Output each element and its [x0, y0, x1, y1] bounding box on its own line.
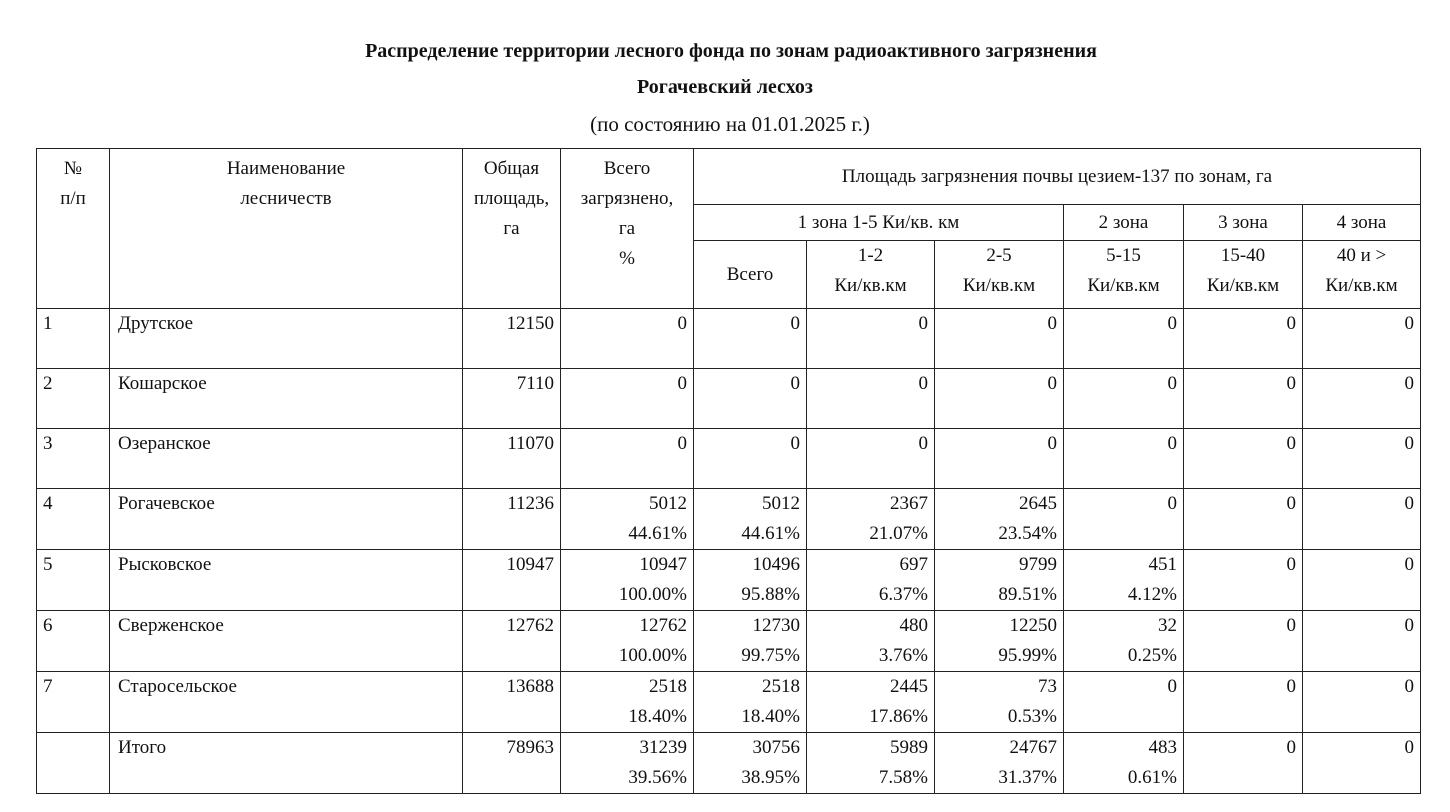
cell-name	[110, 611, 463, 672]
cell-z3	[1184, 489, 1303, 550]
cell-value: 0	[1286, 615, 1296, 636]
cell-percent: 4.12%	[1127, 584, 1177, 605]
header-name	[110, 149, 463, 309]
cell-name	[110, 369, 463, 429]
cell-value: Итого	[118, 737, 167, 758]
cell-value: 2367	[890, 493, 928, 514]
cell-value: 0	[1167, 313, 1177, 334]
cell-value: 0	[1167, 373, 1177, 394]
cell-z1-a	[807, 672, 935, 733]
cell-value: 30756	[752, 737, 800, 758]
cell-value: 0	[1167, 493, 1177, 514]
cell-value: 5	[43, 554, 53, 575]
cell-z3	[1184, 611, 1303, 672]
cell-z1-a	[807, 429, 935, 489]
header-contam-line1: Всего	[603, 158, 651, 179]
cell-value: 11070	[507, 433, 554, 454]
cell-percent: 7.58%	[878, 767, 928, 788]
cell-percent: 99.75%	[741, 645, 800, 666]
cell-z1-all	[694, 369, 807, 429]
cell-idx	[37, 369, 110, 429]
cell-value: 0	[790, 433, 800, 454]
cell-value: 0	[1047, 433, 1057, 454]
cell-value: 0	[1167, 676, 1177, 697]
cell-percent: 6.37%	[878, 584, 928, 605]
cell-z1-b	[935, 429, 1064, 489]
cell-value: Сверженское	[118, 615, 224, 636]
cell-z4	[1303, 369, 1421, 429]
cell-value: 11236	[507, 493, 554, 514]
cell-total	[463, 672, 561, 733]
cell-z1-a	[807, 369, 935, 429]
cell-value: 31239	[639, 737, 687, 758]
header-zone3: 3 зона	[1184, 205, 1303, 241]
cell-value: Рогачевское	[118, 493, 215, 514]
header-total-area	[463, 149, 561, 309]
cell-name	[110, 309, 463, 369]
cell-value: 0	[1404, 493, 1415, 514]
cell-z1-b	[935, 550, 1064, 611]
cell-percent: 18.40%	[741, 706, 800, 727]
header-contam-line2: загрязнено,	[580, 188, 674, 209]
cell-z3	[1184, 369, 1303, 429]
header-z3-line2: Ки/кв.км	[1206, 275, 1280, 296]
cell-z1-b	[935, 611, 1064, 672]
cell-value: 0	[1286, 554, 1296, 575]
cell-idx	[37, 429, 110, 489]
cell-z3	[1184, 672, 1303, 733]
cell-idx	[37, 611, 110, 672]
header-contam-line4: %	[619, 248, 635, 269]
cell-z1-a	[807, 611, 935, 672]
cell-idx	[37, 550, 110, 611]
cell-value: 2645	[1019, 493, 1057, 514]
cell-z2	[1064, 489, 1184, 550]
cell-value: 483	[1148, 737, 1177, 758]
cell-z1-a	[807, 309, 935, 369]
cell-z4	[1303, 429, 1421, 489]
cell-value: 10496	[752, 554, 800, 575]
cell-z1-b	[935, 369, 1064, 429]
cell-contam	[561, 369, 694, 429]
table-row	[37, 369, 1421, 429]
cell-value: 6	[43, 615, 53, 636]
cell-value: Озеранское	[118, 433, 211, 454]
cell-value: 0	[1286, 373, 1296, 394]
header-total-line3: га	[503, 218, 520, 239]
header-z3-range	[1184, 241, 1303, 309]
header-row-1	[37, 149, 1421, 205]
cell-contam	[561, 550, 694, 611]
cell-name	[110, 489, 463, 550]
cell-value: 451	[1148, 554, 1177, 575]
cell-percent: 44.61%	[741, 523, 800, 544]
cell-value: 0	[1167, 433, 1177, 454]
cell-value: 0	[1404, 615, 1415, 636]
cell-percent: 0.61%	[1127, 767, 1177, 788]
cell-value: 0	[1286, 433, 1296, 454]
cell-value: 0	[677, 433, 687, 454]
cell-percent: 44.61%	[628, 523, 687, 544]
contamination-table	[36, 148, 1421, 794]
cell-percent: 39.56%	[628, 767, 687, 788]
header-zone1: 1 зона 1-5 Ки/кв. км	[694, 205, 1064, 241]
cell-value: 697	[899, 554, 928, 575]
cell-value: 0	[1286, 493, 1296, 514]
cell-value: 10947	[506, 554, 554, 575]
cell-value: 0	[1404, 373, 1415, 394]
cell-value: 12762	[639, 615, 687, 636]
cell-percent: 100.00%	[618, 645, 687, 666]
cell-total	[463, 550, 561, 611]
cell-z2	[1064, 733, 1184, 794]
header-z2-line2: Ки/кв.км	[1087, 275, 1160, 296]
cell-z1-b	[935, 672, 1064, 733]
cell-z4	[1303, 489, 1421, 550]
cell-z1-all	[694, 429, 807, 489]
cell-percent: 3.76%	[878, 645, 928, 666]
cell-value: 13688	[506, 676, 554, 697]
table-row	[37, 550, 1421, 611]
cell-total	[463, 309, 561, 369]
cell-value: 0	[1286, 737, 1296, 758]
cell-z1-b	[935, 309, 1064, 369]
table-row	[37, 611, 1421, 672]
cell-z1-all	[694, 672, 807, 733]
cell-value: 0	[790, 373, 800, 394]
cell-total	[463, 733, 561, 794]
cell-value: 0	[1404, 676, 1415, 697]
cell-value: 12730	[752, 615, 800, 636]
cell-total	[463, 429, 561, 489]
header-z1-all: Всего	[694, 241, 807, 309]
cell-value: 7110	[516, 373, 554, 394]
header-z1a-line2: Ки/кв.км	[834, 275, 907, 296]
cell-value: 0	[918, 433, 928, 454]
header-contam-line3: га	[618, 218, 636, 239]
cell-idx	[37, 309, 110, 369]
cell-value: 5012	[762, 493, 800, 514]
cell-z3	[1184, 550, 1303, 611]
cell-name	[110, 550, 463, 611]
cell-z2	[1064, 550, 1184, 611]
document-title: Распределение территории лесного фонда по зонам радиоактивного загрязнения	[365, 40, 1097, 62]
cell-value: 0	[677, 373, 687, 394]
cell-value: 73	[1038, 676, 1057, 697]
table-row	[37, 309, 1421, 369]
header-zone4: 4 зона	[1303, 205, 1421, 241]
cell-z1-a	[807, 733, 935, 794]
cell-idx	[37, 733, 110, 794]
cell-z4	[1303, 550, 1421, 611]
cell-percent: 0.25%	[1127, 645, 1177, 666]
cell-z1-all	[694, 611, 807, 672]
header-z4-line1: 40 и >	[1336, 245, 1387, 266]
date-note: (по состоянию на 01.01.2025 г.)	[590, 112, 870, 136]
header-zones-title: Площадь загрязнения почвы цезием-137 по зонам, га	[694, 149, 1421, 205]
table-body	[37, 309, 1421, 794]
cell-value: 2	[43, 373, 53, 394]
cell-value: 0	[918, 373, 928, 394]
cell-value: 2518	[649, 676, 687, 697]
header-z1a-line1: 1-2	[857, 245, 884, 266]
cell-percent: 95.99%	[998, 645, 1057, 666]
cell-value: 5012	[649, 493, 687, 514]
cell-value: 12250	[1009, 615, 1057, 636]
header-name-line1: Наименование	[226, 158, 346, 179]
cell-value: 0	[918, 313, 928, 334]
cell-value: Друтское	[118, 313, 194, 334]
header-z3-line1: 15-40	[1220, 245, 1266, 266]
cell-z3	[1184, 733, 1303, 794]
cell-value: 78963	[506, 737, 554, 758]
cell-value: 0	[1404, 313, 1415, 334]
cell-z1-a	[807, 550, 935, 611]
cell-z1-b	[935, 733, 1064, 794]
cell-value: 3	[43, 433, 53, 454]
forestry-name: Рогачевский лесхоз	[637, 76, 813, 98]
cell-percent: 0.53%	[1007, 706, 1057, 727]
cell-percent: 18.40%	[628, 706, 687, 727]
header-z2-range	[1064, 241, 1184, 309]
cell-contam	[561, 611, 694, 672]
cell-percent: 21.07%	[869, 523, 928, 544]
cell-percent: 23.54%	[998, 523, 1057, 544]
cell-percent: 89.51%	[998, 584, 1057, 605]
cell-name	[110, 733, 463, 794]
cell-idx	[37, 672, 110, 733]
cell-value: 32	[1158, 615, 1177, 636]
cell-value: 10947	[639, 554, 687, 575]
cell-z4	[1303, 309, 1421, 369]
cell-contam	[561, 672, 694, 733]
cell-z4	[1303, 611, 1421, 672]
cell-z2	[1064, 309, 1184, 369]
cell-value: 2445	[890, 676, 928, 697]
cell-z3	[1184, 309, 1303, 369]
cell-percent: 95.88%	[741, 584, 800, 605]
header-z2-line1: 5-15	[1106, 245, 1141, 266]
cell-value: 5989	[890, 737, 928, 758]
cell-contam	[561, 489, 694, 550]
header-zone2: 2 зона	[1064, 205, 1184, 241]
cell-idx	[37, 489, 110, 550]
cell-total	[463, 489, 561, 550]
cell-z1-b	[935, 489, 1064, 550]
table-row	[37, 429, 1421, 489]
cell-percent: 17.86%	[869, 706, 928, 727]
cell-value: 0	[677, 313, 687, 334]
cell-percent: 38.95%	[741, 767, 800, 788]
cell-value: 12762	[506, 615, 554, 636]
header-name-line2: лесничеств	[240, 188, 332, 209]
cell-z2	[1064, 672, 1184, 733]
cell-contam	[561, 429, 694, 489]
header-num-line2: п/п	[60, 188, 86, 209]
header-z1b-line2: Ки/кв.км	[962, 275, 1036, 296]
cell-percent: 31.37%	[998, 767, 1057, 788]
header-contaminated	[561, 149, 694, 309]
cell-value: 24767	[1009, 737, 1057, 758]
cell-value: 0	[1047, 313, 1057, 334]
cell-value: 0	[1404, 554, 1415, 575]
cell-value: 0	[790, 313, 800, 334]
cell-z1-all	[694, 733, 807, 794]
cell-z1-a	[807, 489, 935, 550]
cell-name	[110, 429, 463, 489]
cell-z2	[1064, 429, 1184, 489]
cell-value: 2518	[762, 676, 800, 697]
cell-value: 0	[1286, 313, 1296, 334]
cell-value: 1	[43, 313, 53, 334]
cell-value: Кошарское	[118, 373, 207, 394]
cell-value: 480	[899, 615, 928, 636]
cell-value: 0	[1404, 433, 1415, 454]
header-total-line2: площадь,	[473, 188, 550, 209]
table-row	[37, 672, 1421, 733]
cell-contam	[561, 733, 694, 794]
header-z1b-line1: 2-5	[986, 245, 1012, 266]
cell-value: Старосельское	[118, 676, 237, 697]
cell-total	[463, 369, 561, 429]
table-row	[37, 489, 1421, 550]
header-z1-1-2	[807, 241, 935, 309]
header-z4-range	[1303, 241, 1421, 309]
header-total-line1: Общая	[483, 158, 540, 179]
header-z1-2-5	[935, 241, 1064, 309]
cell-z3	[1184, 429, 1303, 489]
cell-value: 7	[43, 676, 53, 697]
cell-value: 4	[43, 493, 53, 514]
cell-value: 9799	[1019, 554, 1057, 575]
cell-z1-all	[694, 309, 807, 369]
cell-value: Рысковское	[118, 554, 212, 575]
cell-z2	[1064, 611, 1184, 672]
cell-value: 0	[1404, 737, 1415, 758]
cell-z1-all	[694, 489, 807, 550]
header-num-line1: №	[63, 158, 83, 179]
cell-z1-all	[694, 550, 807, 611]
table-row	[37, 733, 1421, 794]
cell-percent: 100.00%	[618, 584, 687, 605]
cell-contam	[561, 309, 694, 369]
cell-z2	[1064, 369, 1184, 429]
cell-name	[110, 672, 463, 733]
cell-z4	[1303, 672, 1421, 733]
header-z4-line2: Ки/кв.км	[1325, 275, 1398, 296]
cell-total	[463, 611, 561, 672]
cell-z4	[1303, 733, 1421, 794]
cell-value: 0	[1286, 676, 1296, 697]
cell-value: 0	[1047, 373, 1057, 394]
header-num	[37, 149, 110, 309]
cell-value: 12150	[506, 313, 554, 334]
